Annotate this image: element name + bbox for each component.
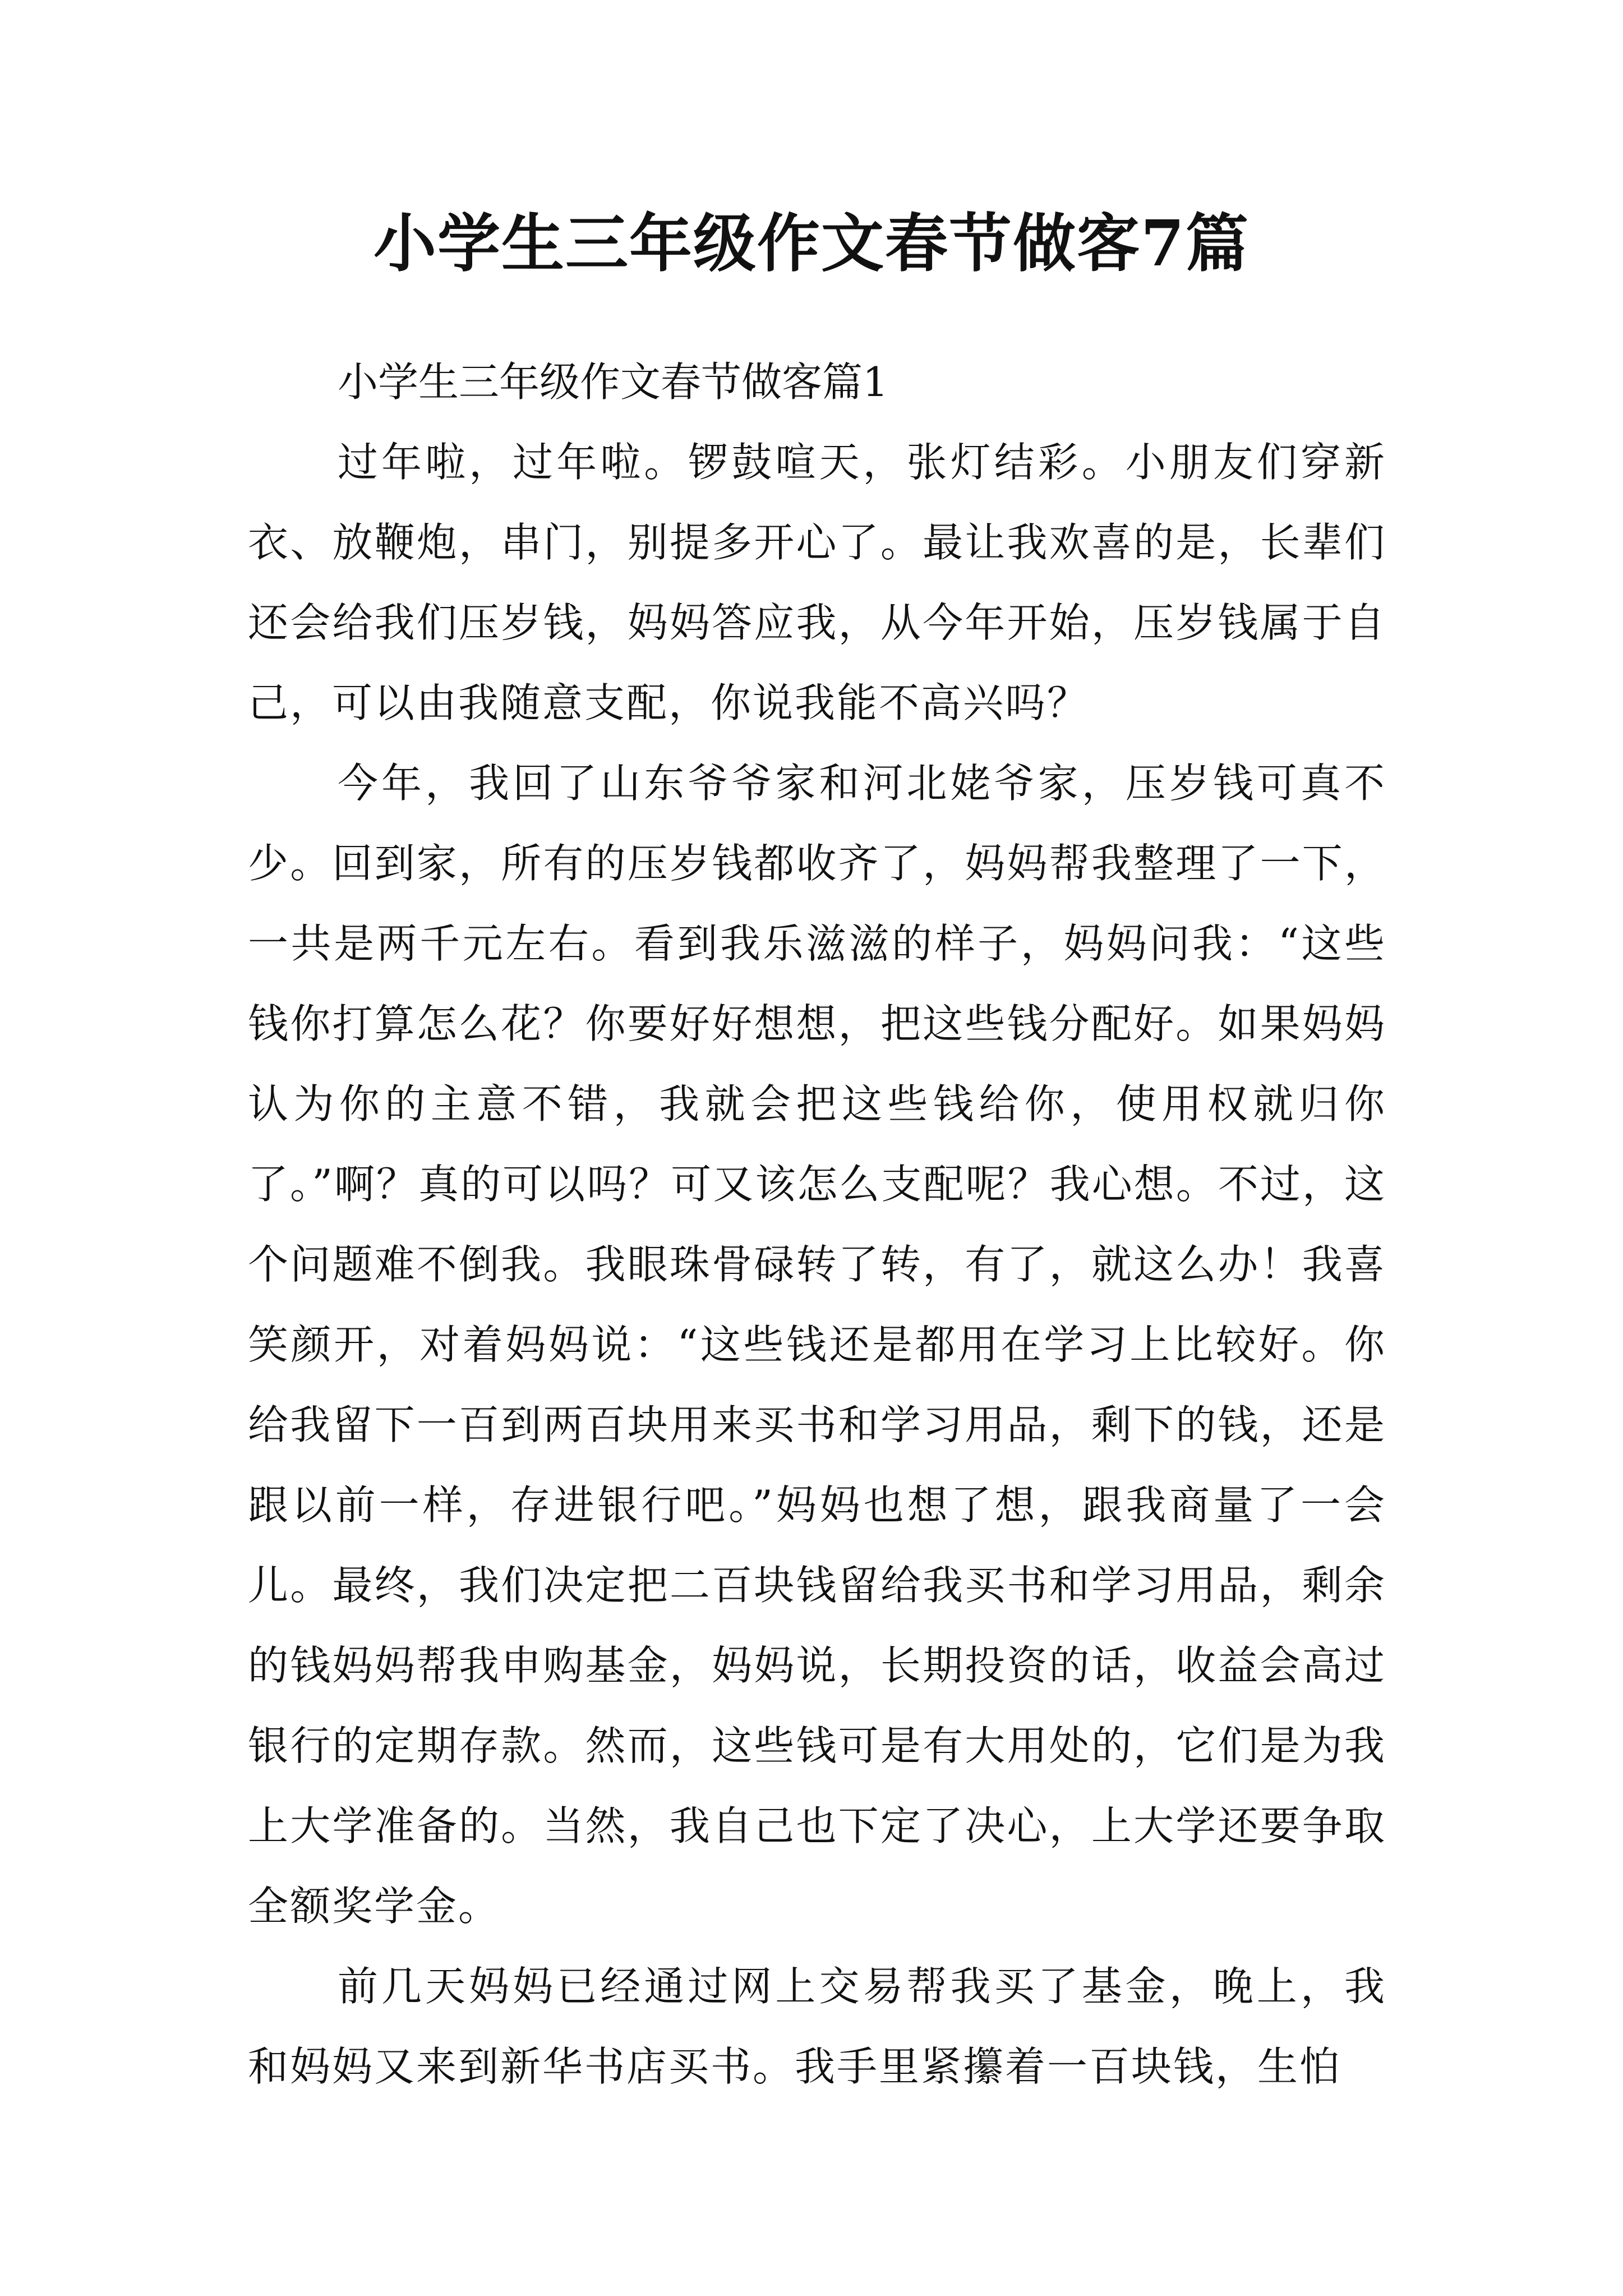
paragraph-1: 过年啦，过年啦。锣鼓喧天，张灯结彩。小朋友们穿新衣、放鞭炮，串门，别提多开心了。最让我欢喜的是，长辈们还会给我们压岁钱，妈妈答应我，从今年开始，压岁钱属于自己，可以由我随意支配，你说我能不高兴吗？ [248, 439, 1386, 726]
paragraph-3: 前几天妈妈已经通过网上交易帮我买了基金，晚上，我和妈妈又来到新华书店买书。我手里紧攥着一百块钱，生怕 [248, 1963, 1386, 2090]
document-body [248, 342, 1386, 2107]
document-title: 小学生三年级作文春节做客7篇 [374, 207, 1249, 280]
section-heading: 小学生三年级作文春节做客篇1 [338, 358, 888, 406]
paragraph-2: 今年，我回了山东爷爷家和河北姥爷家，压岁钱可真不少。回到家，所有的压岁钱都收齐了，妈妈帮我整理了一下，一共是两千元左右。看到我乐滋滋的样子，妈妈问我：“这些钱你打算怎么花？你要好好想想，把这些钱分配好。如果妈妈认为你的主意不错，我就会把这些钱给你，使用权就归你了。”啊？真的可以吗？可又该怎么支配呢？我心想。不过，这个问题难不倒我。我眼珠骨碌转了转，有了，就这么办！我喜笑颜开，对着妈妈说：“这些钱还是都用在学习上比较好。你给我留下一百到两百块用来买书和学习用品，剩下的钱，还是跟以前一样，存进银行吧。”妈妈也想了想，跟我商量了一会儿。最终，我们决定把二百块钱留给我买书和学习用品，剩余的钱妈妈帮我申购基金，妈妈说，长期投资的话，收益会高过银行的定期存款。然而，这些钱可是有大用处的，它们是为我上大学准备的。当然，我自己也下定了决心，上大学还要争取全额奖学金。 [248, 760, 1386, 1930]
